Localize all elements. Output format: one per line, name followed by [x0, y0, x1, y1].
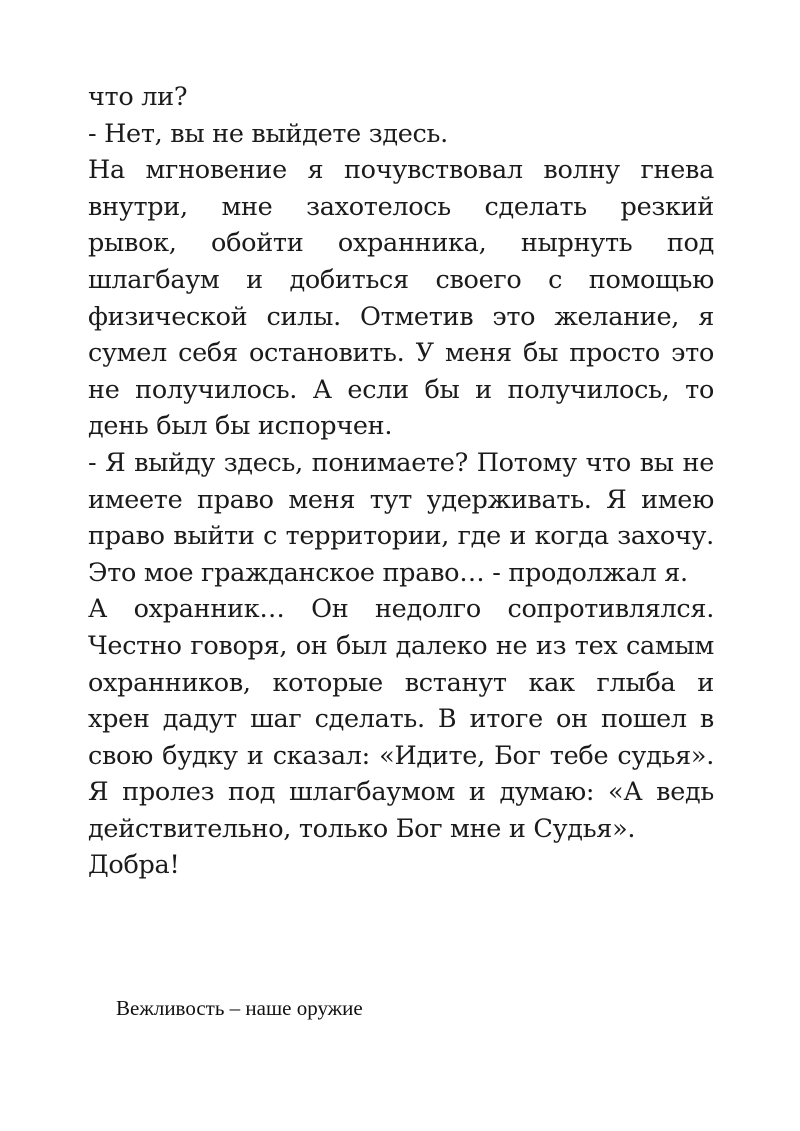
text-line: Честно говоря, он был далеко не из тех самым — [88, 630, 714, 661]
text-line: действительно, только Бог мне и Судья». — [88, 813, 636, 844]
body-text — [88, 79, 714, 884]
text-line: что ли? — [88, 82, 188, 112]
text-line: - Нет, вы не выйдете здесь. — [88, 118, 448, 149]
text-line: внутри, мне захотелось сделать резкий — [88, 191, 714, 222]
footer-title: Вежливость – наше оружие — [116, 996, 363, 1020]
text-line: - Я выйду здесь, понимаете? Потому что вы не — [88, 447, 714, 478]
text-line: день был бы испорчен. — [88, 411, 393, 442]
text-line: сумел себя остановить. У меня бы просто это — [88, 338, 714, 369]
text-line: право выйти с территории, где и когда захочу. — [88, 521, 714, 552]
text-line: свою будку и сказал: «Идите, Бог тебе судья». — [88, 740, 714, 771]
text-line: физической силы. Отметив это желание, я — [88, 301, 714, 332]
text-line: рывок, обойти охранника, нырнуть под — [88, 228, 714, 259]
text-line: Я пролез под шлагбаумом и думаю: «А ведь — [88, 777, 714, 808]
text-line: А охранник… Он недолго сопротивлялся. — [88, 594, 714, 625]
text-line: шлагбаум и добиться своего с помощью — [88, 264, 714, 295]
text-line: имеете право меня тут удерживать. Я имею — [88, 484, 714, 515]
text-line: охранников, которые встанут как глыба и — [88, 667, 714, 698]
text-line: Это мое гражданское право… - продолжал я. — [88, 557, 688, 588]
text-line: хрен дадут шаг сделать. В итоге он пошел в — [88, 704, 714, 735]
text-line: не получилось. А если бы и получилось, то — [88, 374, 714, 405]
text-line: Добра! — [88, 850, 180, 881]
text-line: На мгновение я почувствовал волну гнева — [88, 155, 714, 186]
